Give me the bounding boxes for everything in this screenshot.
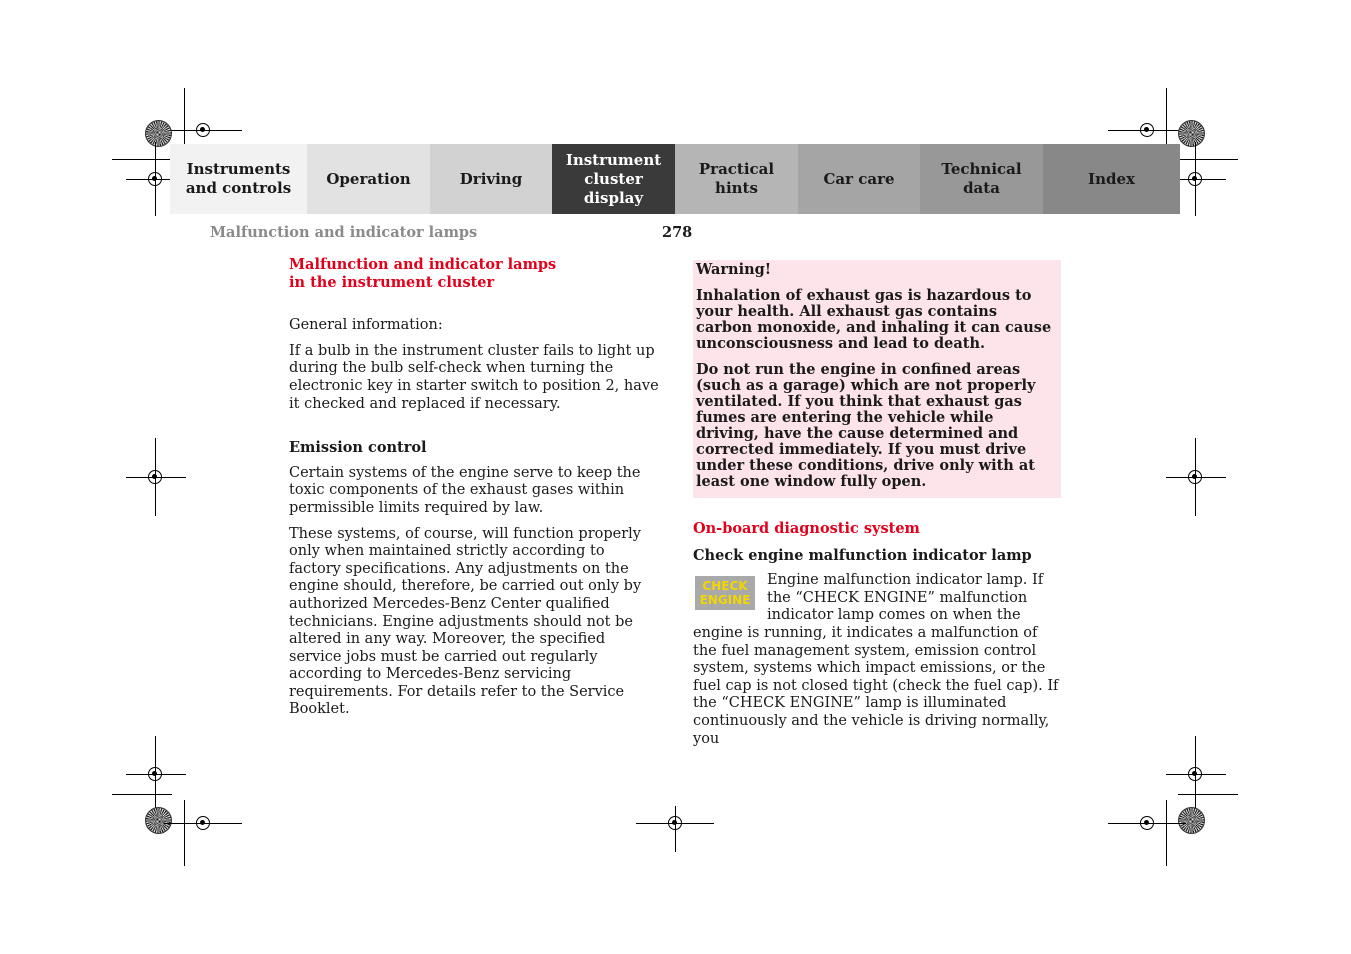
tab-operation[interactable]: Operation xyxy=(307,144,430,214)
check-engine-paragraph: Engine malfunction indicator lamp. If the “CHECK ENGINE” malfunction indicator lamp comes on when the engine is running, it indicates a malfunction of the fuel management system, emission control system, systems which impact emissions, or the fuel cap is not closed tight (check the fuel cap). If the “CHECK ENGINE” lamp is illuminated continuously and the vehicle is driving normally, you xyxy=(693,572,1059,747)
check-engine-lamp-icon: CHECK ENGINE xyxy=(695,576,755,610)
check-engine-description xyxy=(693,572,1061,748)
warning-box xyxy=(693,260,1061,498)
check-engine-heading: Check engine malfunction indicator lamp xyxy=(693,546,1032,564)
page-number: 278 xyxy=(662,224,693,241)
tab-technical-data[interactable]: Technical data xyxy=(920,144,1043,214)
obd-heading: On-board diagnostic system xyxy=(693,520,920,537)
tab-instrument-cluster-display[interactable]: Instrument cluster display xyxy=(552,144,675,214)
warning-paragraph-1: Inhalation of exhaust gas is hazardous to your health. All exhaust gas contains carbon monoxide, and inhaling it can cause unconsciousness and lead to death. xyxy=(696,287,1052,352)
warning-paragraph-2: Do not run the engine in confined areas (such as a garage) which are not properly ventilated. If you think that exhaust gas fumes are entering the vehicle while driving, have the cause determined and corrected immediately. If you must drive under these conditions, drive only with at least one window fully open. xyxy=(696,361,1036,490)
emission-paragraph-1: Certain systems of the engine serve to keep the toxic components of the exhaust gases within permissible limits required by law. xyxy=(289,464,641,516)
right-column xyxy=(693,260,1061,748)
tab-practical-hints[interactable]: Practical hints xyxy=(675,144,798,214)
emission-control-heading: Emission control xyxy=(289,439,427,457)
section-title: Malfunction and indicator lamps in the instrument cluster xyxy=(289,256,557,291)
tab-driving[interactable]: Driving xyxy=(430,144,552,214)
tab-instruments-and-controls[interactable]: Instruments and controls xyxy=(170,144,307,214)
tab-car-care[interactable]: Car care xyxy=(798,144,920,214)
general-info-label: General information: xyxy=(289,317,443,334)
tab-index[interactable]: Index xyxy=(1043,144,1180,214)
warning-title: Warning! xyxy=(696,261,772,278)
emission-paragraph-2: These systems, of course, will function properly only when maintained strictly according to factory specifications. Any adjustments on the engine should, therefore, be carried out only by authorized Mercedes-Benz Center qualified technicians. Engine adjustments should not be altered in any way. Moreover, the specified service jobs must be carried out regularly according to Mercedes-Benz servicing requirements. For details refer to the Service Booklet. xyxy=(289,525,642,718)
bulb-check-paragraph: If a bulb in the instrument cluster fails to light up during the bulb self-check when turning the electronic key in starter switch to position 2, have it checked and replaced if necessary. xyxy=(289,342,659,412)
left-column xyxy=(289,256,659,727)
running-head: Malfunction and indicator lamps xyxy=(210,224,478,241)
section-tabs xyxy=(170,144,1180,214)
